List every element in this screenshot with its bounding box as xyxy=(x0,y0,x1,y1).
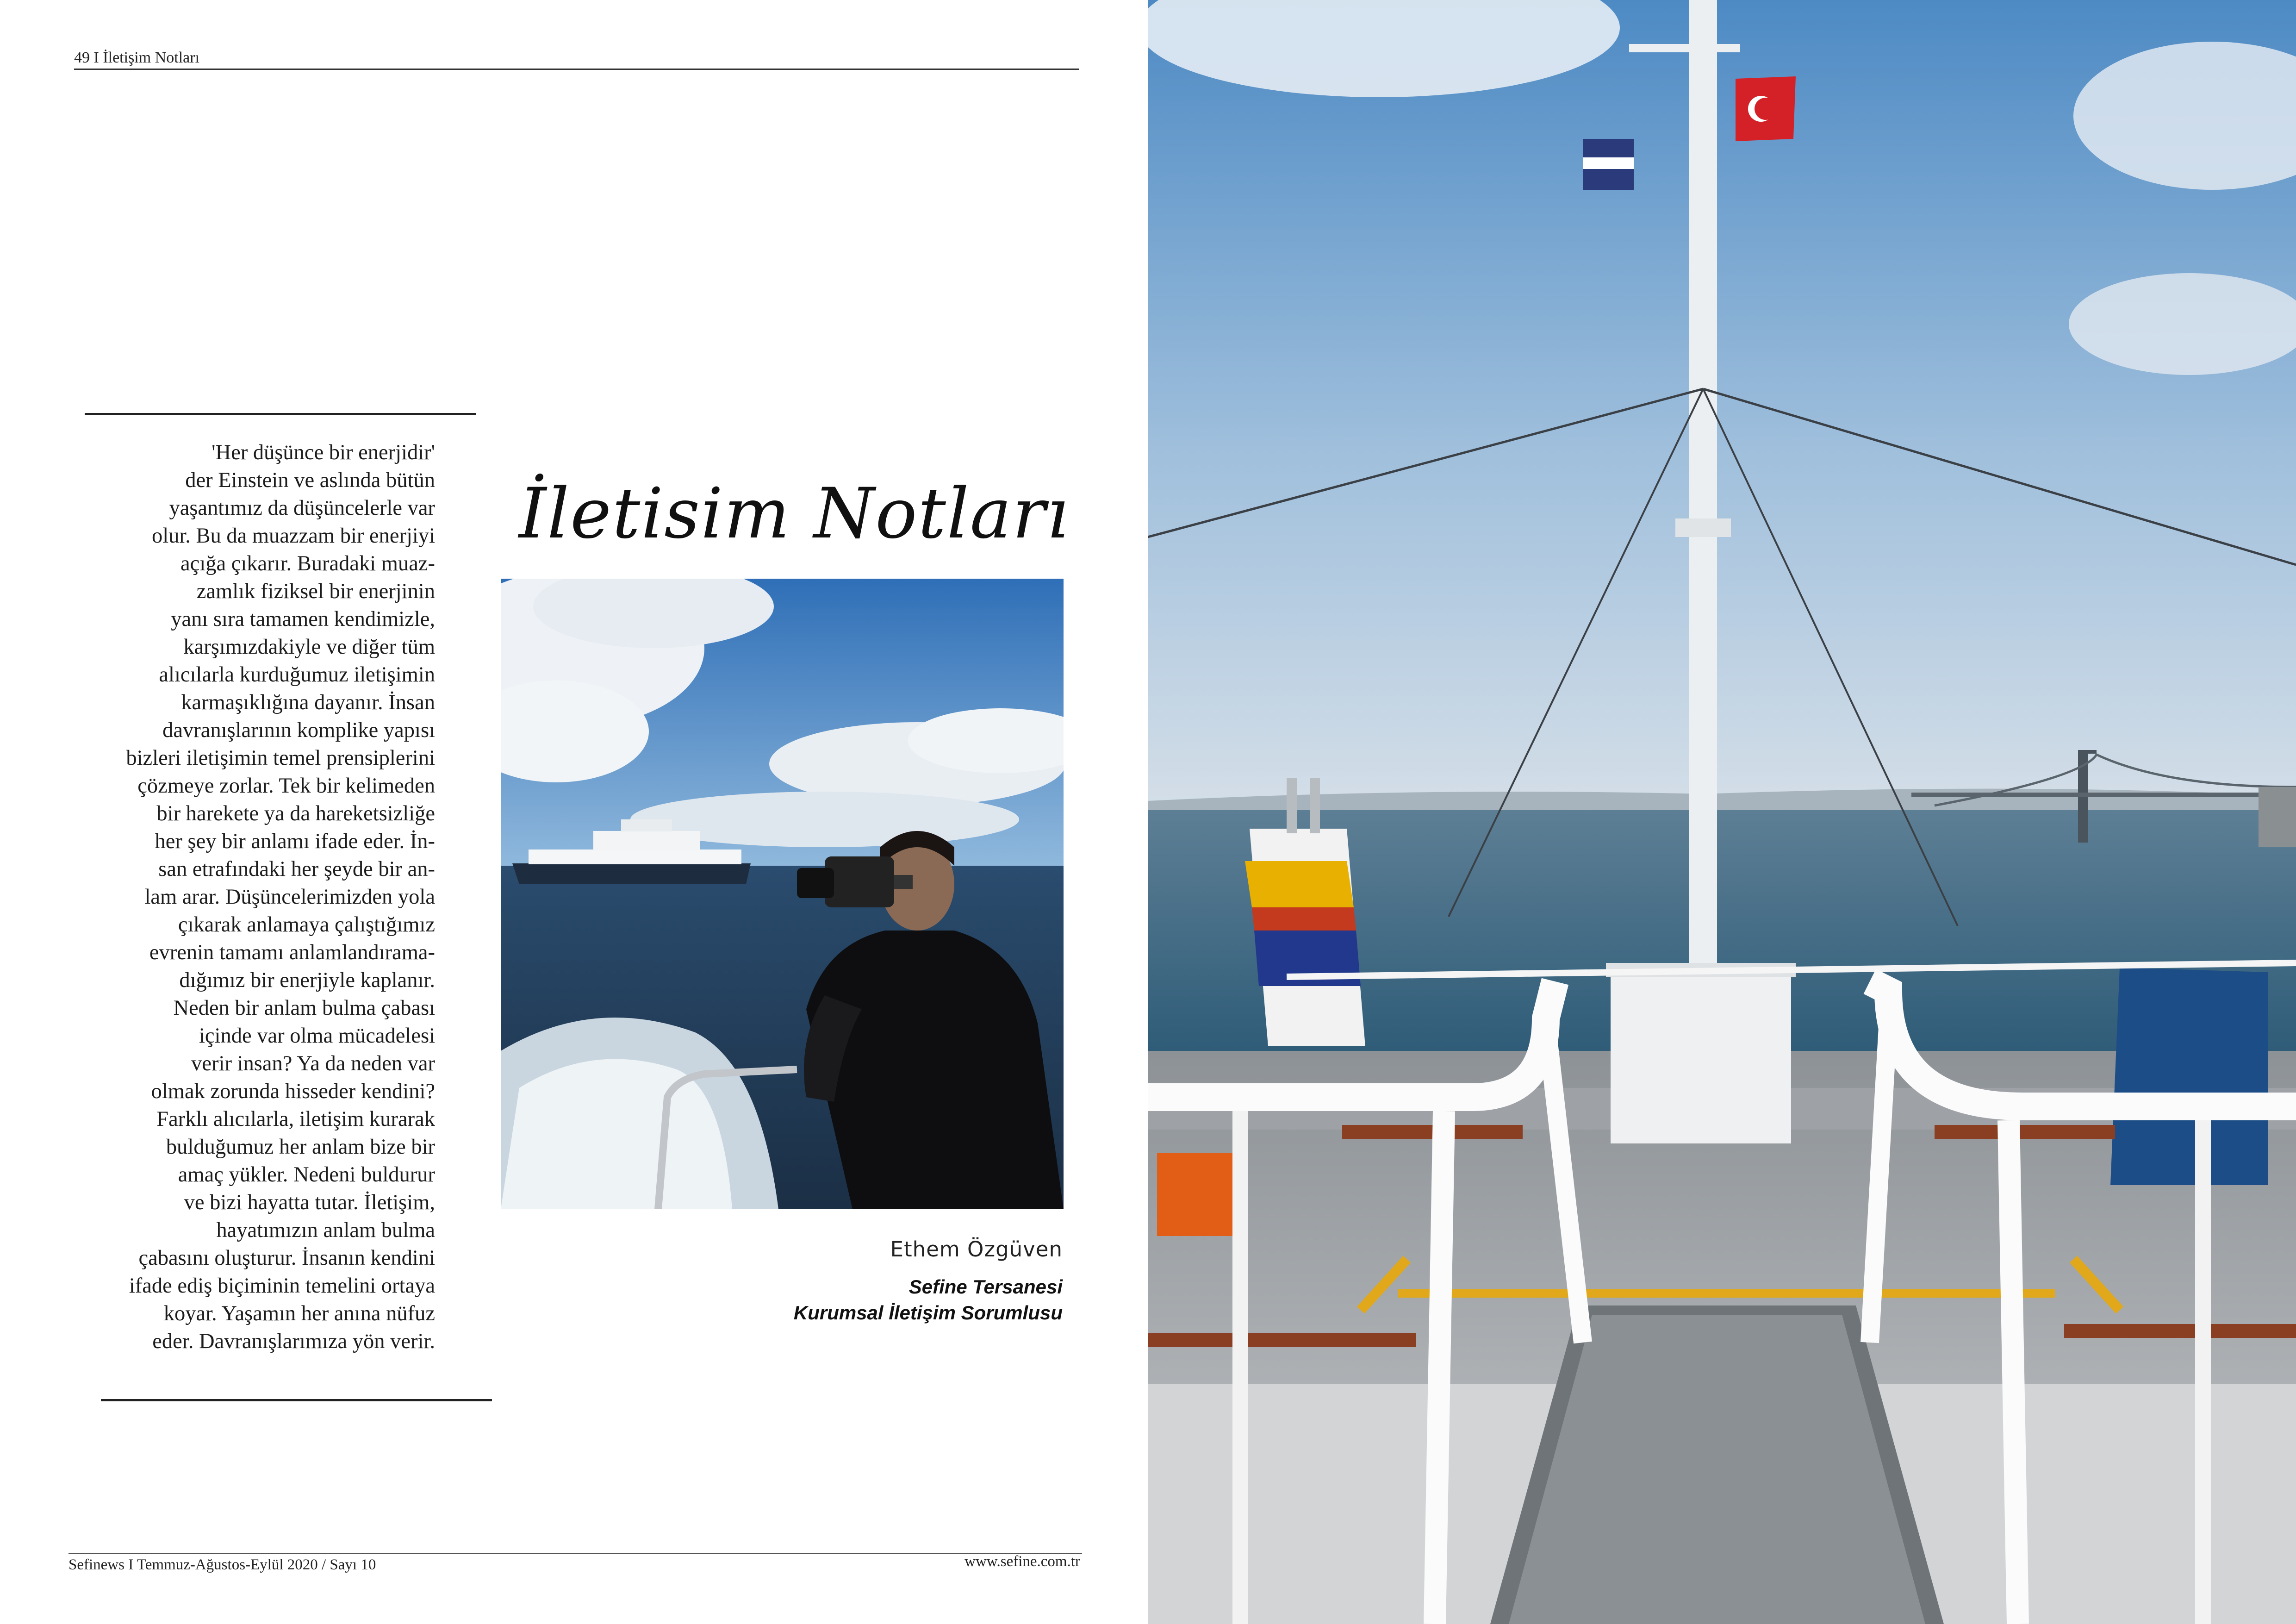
author-company: Sefine Tersanesi xyxy=(908,1276,1063,1298)
footer-rule xyxy=(68,1553,1082,1554)
quote-line: hayatımızın anlam bulma xyxy=(216,1218,435,1242)
quote-line: 'Her düşünce bir enerjidir' xyxy=(212,441,435,464)
quote-line: Neden bir anlam bulma çabası xyxy=(173,996,435,1020)
quote-line: çözmeye zorlar. Tek bir kelimeden xyxy=(137,774,435,798)
quote-line: bulduğumuz her anlam bize bir xyxy=(166,1135,435,1159)
quote-line: her şey bir anlamı ifade eder. İn- xyxy=(155,830,435,853)
quote-line: olur. Bu da muazzam bir enerjiyi xyxy=(151,524,435,548)
author-name: Ethem Özgüven xyxy=(890,1237,1063,1262)
article-title: İletisim Notları xyxy=(518,474,1070,554)
quote-line: içinde var olma mücadelesi xyxy=(199,1024,435,1048)
quote-line: koyar. Yaşamın her anına nüfuz xyxy=(163,1302,435,1325)
quote-text xyxy=(106,439,435,1355)
quote-top-rule xyxy=(85,413,476,415)
ship-deck-photo xyxy=(1148,0,2296,1624)
quote-line: açığa çıkarır. Buradaki muaz- xyxy=(180,552,435,575)
footer-issue: Sefinews I Temmuz-Ağustos-Eylül 2020 / Sayı 10 xyxy=(68,1556,376,1573)
quote-line: yanı sıra tamamen kendimizle, xyxy=(171,607,435,631)
quote-line: evrenin tamamı anlamlandırama- xyxy=(149,941,435,964)
quote-line: Farklı alıcılarla, iletişim kurarak xyxy=(156,1107,435,1131)
quote-line: çıkarak anlamaya çalıştığımız xyxy=(178,913,435,937)
quote-line: ve bizi hayatta tutar. İletişim, xyxy=(184,1191,435,1214)
quote-line: bir harekete ya da hareketsizliğe xyxy=(156,802,435,825)
quote-line: davranışlarının komplike yapısı xyxy=(162,718,435,742)
cameraman-photo xyxy=(501,579,1064,1209)
quote-line: verir insan? Ya da neden var xyxy=(191,1052,435,1075)
page-header: 49 I İletişim Notları xyxy=(74,49,200,66)
quote-line: amaç yükler. Nedeni buldurur xyxy=(178,1163,435,1187)
quote-line: der Einstein ve aslında bütün xyxy=(185,468,435,492)
quote-line: eder. Davranışlarımıza yön verir. xyxy=(152,1330,435,1353)
header-rule xyxy=(74,69,1079,70)
quote-bottom-rule xyxy=(101,1399,492,1401)
quote-line: lam arar. Düşüncelerimizden yola xyxy=(144,885,435,909)
author-credit xyxy=(794,1274,1063,1326)
author-role: Kurumsal İletişim Sorumlusu xyxy=(793,1302,1063,1324)
quote-line: san etrafındaki her şeyde bir an- xyxy=(158,857,435,881)
footer-website: www.sefine.com.tr xyxy=(964,1553,1080,1570)
quote-line: karşımızdakiyle ve diğer tüm xyxy=(183,635,435,659)
quote-line: ifade ediş biçiminin temelini ortaya xyxy=(129,1274,435,1298)
quote-line: alıcılarla kurduğumuz iletişimin xyxy=(159,663,435,687)
quote-line: bizleri iletişimin temel prensiplerini xyxy=(126,746,435,770)
quote-line: karmaşıklığına dayanır. İnsan xyxy=(181,691,435,714)
quote-line: zamlık fiziksel bir enerjinin xyxy=(196,580,435,603)
quote-line: olmak zorunda hisseder kendini? xyxy=(151,1080,435,1103)
quote-line: dığımız bir enerjiyle kaplanır. xyxy=(179,968,435,992)
quote-line: çabasını oluşturur. İnsanın kendini xyxy=(138,1246,435,1270)
quote-line: yaşantımız da düşüncelerle var xyxy=(169,496,435,520)
